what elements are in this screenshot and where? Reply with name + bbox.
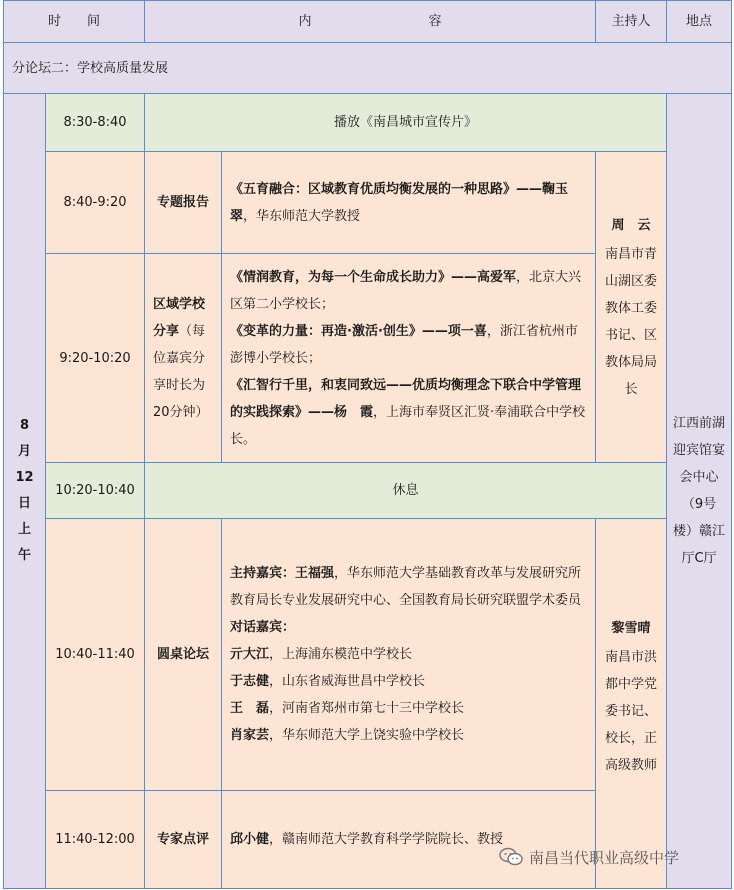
watermark-text: 南昌当代职业高级中学 (529, 848, 680, 867)
session-label: 专题报告 (145, 152, 222, 254)
guest-name: 王 磊 (230, 701, 270, 716)
break-content: 休息 (145, 463, 667, 519)
review-content (222, 791, 596, 889)
section-row (4, 43, 732, 94)
talk-title: 《汇智行千里，和衷同致远——优质均衡理念下联合中学管理的实践探索》——杨 霞 (230, 377, 582, 420)
time-cell: 10:40-11:40 (46, 519, 145, 791)
roundtable-host (230, 560, 587, 614)
guest-name: 肖家芸 (230, 728, 270, 743)
time-cell: 8:40-9:20 (46, 152, 145, 254)
agenda-row-break (4, 463, 732, 519)
speaker-desc: ，华东师范大学教授 (243, 208, 361, 224)
keynote-content (222, 152, 596, 254)
guest-item (230, 668, 587, 695)
host-name: 黎雪晴 (611, 621, 651, 636)
date-char: 月 (17, 444, 31, 459)
date-char: 午 (17, 548, 31, 563)
guests-label: 对话嘉宾： (230, 620, 296, 635)
guest-name: 亓大江 (230, 647, 270, 662)
speaker-desc: ，浙江省杭州市澎博小学校长； (230, 323, 578, 366)
talk-title: 《五育融合：区域教育优质均衡发展的一种思路》——鞠玉翠 (230, 181, 569, 224)
host-cell-2 (596, 519, 667, 889)
talk-item (230, 372, 587, 453)
talk-item (230, 264, 587, 318)
venue-cell: 江西前湖迎宾馆宴会中心（9号楼）赣江厅C厅 (667, 94, 732, 889)
reviewer-name: 邱小健 (230, 832, 270, 847)
header-content: 内 容 (145, 1, 596, 43)
time-cell: 11:40-12:00 (46, 791, 145, 889)
date-char: 日 (17, 496, 31, 511)
time-cell: 9:20-10:20 (46, 254, 145, 463)
roundtable-content (222, 519, 596, 791)
session-label: 专家点评 (145, 791, 222, 889)
guest-desc: ，华东师范大学上饶实验中学校长 (269, 728, 465, 743)
guest-name: 于志健 (230, 674, 270, 689)
date-char: 12 (15, 470, 34, 485)
header-venue: 地点 (667, 1, 732, 43)
guest-item (230, 695, 587, 722)
video-content: 播放《南昌城市宣传片》 (145, 94, 667, 152)
time-cell: 8:30-8:40 (46, 94, 145, 152)
header-time: 时 间 (4, 1, 145, 43)
guest-item (230, 722, 587, 749)
session-label-note: （每位嘉宾分享时长为20分钟） (153, 323, 209, 420)
host-title: 南昌市洪都中学党委书记、校长，正高级教师 (605, 650, 658, 773)
host-cell-1 (596, 152, 667, 463)
section-title: 分论坛二：学校高质量发展 (4, 43, 732, 94)
header-row (4, 1, 732, 43)
session-label: 圆桌论坛 (145, 519, 222, 791)
agenda-row-roundtable (4, 519, 732, 791)
guest-item (230, 641, 587, 668)
date-char: 上 (17, 522, 31, 537)
talk-title: 《变革的力量：再造·激活·创生》——项一喜 (230, 323, 487, 339)
wechat-icon (499, 846, 523, 868)
host-title: 南昌市青山湖区委教体工委书记、区教体局局长 (605, 246, 658, 397)
time-cell: 10:20-10:40 (46, 463, 145, 519)
speaker-desc: ，上海市奉贤区汇贤·奉浦联合中学校长。 (230, 404, 586, 447)
roundtable-host-name: 王福强 (295, 566, 335, 581)
talk-item (230, 318, 587, 372)
watermark (499, 842, 719, 872)
session-label (145, 254, 222, 463)
agenda-row-keynote (4, 152, 732, 254)
speaker-desc: ，北京大兴区第二小学校长； (230, 269, 582, 312)
reviewer-desc: ，赣南师范大学教育科学学院院长、教授 (269, 832, 504, 847)
talk-title: 《情润教育，为每一个生命成长助力》——高爱军 (230, 269, 517, 285)
host-name: 周 云 (611, 217, 651, 233)
agenda-row-video (4, 94, 732, 152)
sharing-content (222, 254, 596, 463)
host-label: 主持嘉宾： (230, 566, 296, 581)
header-host: 主持人 (596, 1, 667, 43)
guest-desc: ，上海浦东模范中学校长 (269, 647, 413, 662)
date-char: 8 (19, 418, 30, 433)
date-cell (4, 94, 46, 889)
guest-desc: ，山东省威海世昌中学校长 (269, 674, 426, 689)
guest-desc: ，河南省郑州市第七十三中学校长 (269, 701, 465, 716)
roundtable-host-desc: ，华东师范大学基础教育改革与发展研究所教育局长专业发展研究中心、全国教育局长研究联盟学术委员 (230, 566, 582, 608)
session-label-main: 区域学校分享 (153, 296, 206, 339)
agenda-table (3, 0, 732, 889)
